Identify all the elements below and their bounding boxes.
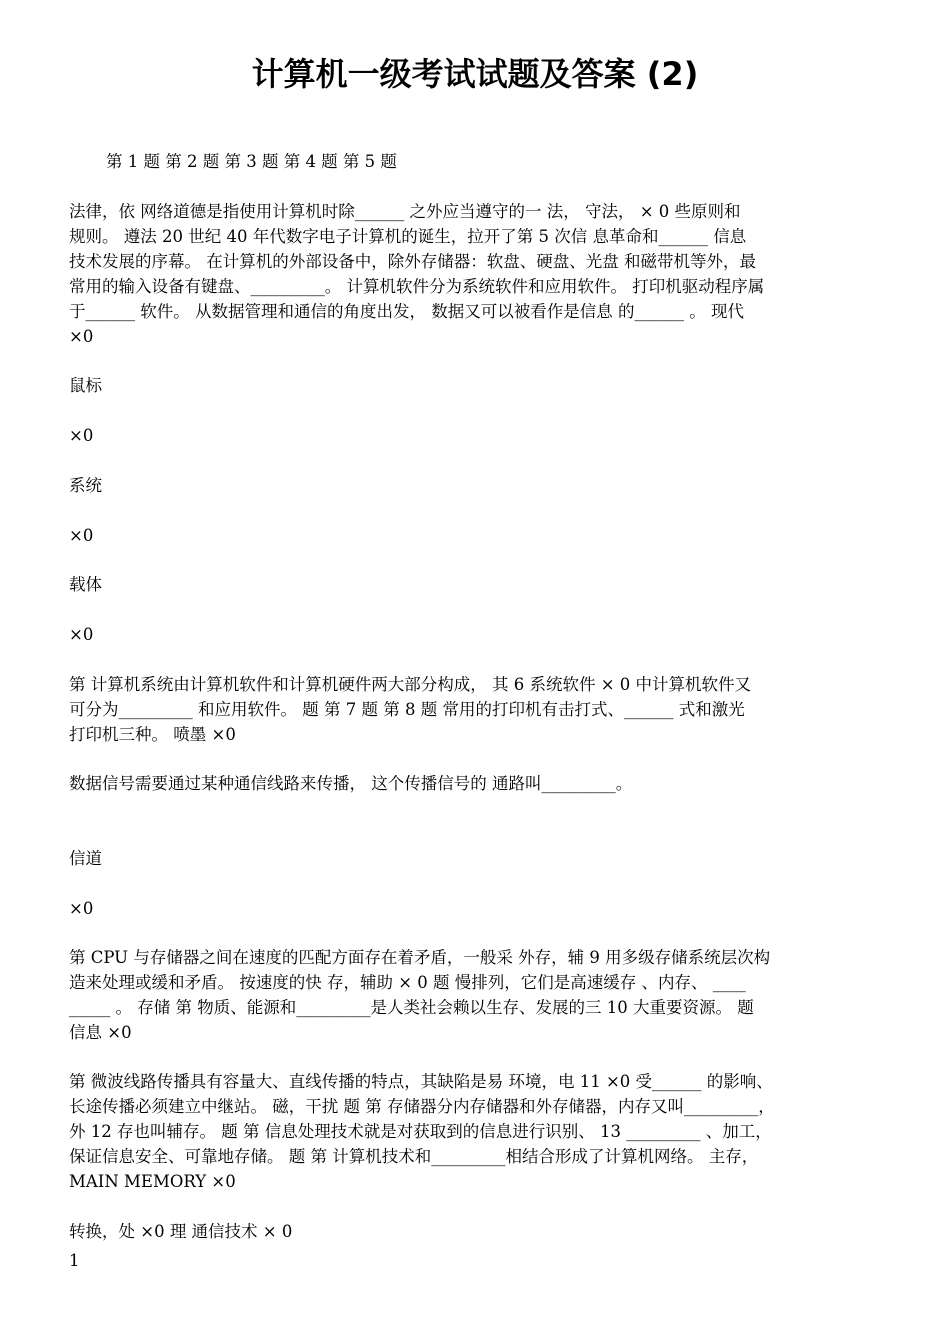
text-line: 于______ 软件。 从数据管理和通信的角度出发， 数据又可以被看作是信息 的______ 。 现代	[69, 302, 744, 321]
answer-text: 系统	[69, 476, 102, 495]
text-line: 技术发展的序幕。 在计算机的外部设备中，除外存储器：软盘、硬盘、光盘 和磁带机等外，最	[69, 252, 756, 271]
answer-text: 信道	[69, 849, 102, 868]
text-line: 外 12 存也叫辅存。 题 第 信息处理技术就是对获取到的信息进行识别、 13 _________ 、加工，	[69, 1122, 772, 1141]
text-line: MAIN MEMORY ×0	[69, 1172, 236, 1191]
paragraph-block-2	[69, 672, 889, 747]
paragraph-block-3: 数据信号需要通过某种通信线路来传播， 这个传播信号的 通路叫_________。	[69, 774, 633, 793]
text-line: 信息 ×0	[69, 1023, 132, 1042]
answer-text: 鼠标	[69, 376, 102, 395]
text-line: 第 CPU 与存储器之间在速度的匹配方面存在着矛盾，一般采 外存，辅 9 用多级存储系统层次构	[69, 948, 771, 967]
answer-text: ×0	[69, 426, 94, 445]
text-line: 常用的输入设备有键盘、_________。 计算机软件分为系统软件和应用软件。 打印机驱动程序属	[69, 277, 765, 296]
page-number: 1	[69, 1251, 80, 1270]
question-nav: 第 1 题 第 2 题 第 3 题 第 4 题 第 5 题	[106, 152, 397, 171]
text-line: ×0	[69, 327, 94, 346]
document-title: 计算机一级考试试题及答案 (2)	[251, 55, 699, 93]
text-line: 长途传播必须建立中继站。 磁，干扰 题 第 存储器分内存储器和外存储器，内存又叫_________，	[69, 1097, 775, 1116]
paragraph-block-1	[69, 199, 889, 349]
answer-text: ×0	[69, 899, 94, 918]
paragraph-block-5	[69, 1069, 889, 1194]
text-line: 造来处理或缓和矛盾。 按速度的快 存，辅助 × 0 题 慢排列，它们是高速缓存 、内存、 ____	[69, 973, 746, 992]
answer-text: ×0	[69, 526, 94, 545]
text-line: 打印机三种。 喷墨 ×0	[69, 725, 236, 744]
text-line: 可分为_________ 和应用软件。 题 第 7 题 第 8 题 常用的打印机有击打式、______ 式和激光	[69, 700, 745, 719]
text-line: 保证信息安全、可靠地存储。 题 第 计算机技术和_________相结合形成了计算机网络。 主存，	[69, 1147, 759, 1166]
answer-text: ×0	[69, 625, 94, 644]
text-line: 规则。 遵法 20 世纪 40 年代数字电子计算机的诞生，拉开了第 5 次信 息革命和______ 信息	[69, 227, 747, 246]
text-line: 法律，依 网络道德是指使用计算机时除______ 之外应当遵守的一 法， 守法， × 0 些原则和	[69, 202, 741, 221]
paragraph-block-4	[69, 945, 889, 1045]
text-line: 第 计算机系统由计算机软件和计算机硬件两大部分构成， 其 6 系统软件 × 0 中计算机软件又	[69, 675, 752, 694]
text-line: 第 微波线路传播具有容量大、直线传播的特点，其缺陷是易 环境，电 11 ×0 受______ 的影响、	[69, 1072, 773, 1091]
answer-text: 载体	[69, 575, 102, 594]
text-line: _____ 。 存储 第 物质、能源和_________是人类社会赖以生存、发展的三 10 大重要资源。 题	[69, 998, 754, 1017]
paragraph-block-6: 转换，处 ×0 理 通信技术 × 0	[69, 1222, 293, 1241]
